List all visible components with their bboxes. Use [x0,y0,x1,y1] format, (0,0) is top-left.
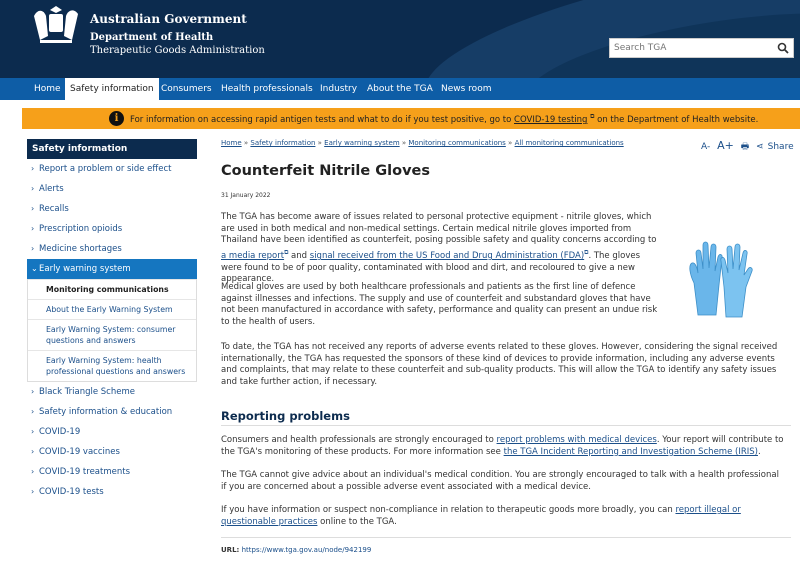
sidebar-item-alerts[interactable]: › Alerts [27,179,197,199]
department-title[interactable]: Department of Health [90,32,214,43]
external-link-icon: ⧉ [584,249,589,257]
external-link-icon: ⧉ [590,113,595,120]
decrease-text-size-button[interactable]: A- [701,142,711,152]
nav-health-professionals[interactable]: Health professionals [221,84,313,94]
chevron-right-icon: › [31,427,35,436]
sidebar-item-recalls[interactable]: › Recalls [27,199,197,219]
chevron-right-icon: › [31,467,35,476]
nav-safety-information[interactable]: Safety information [65,78,159,100]
sidebar-item-covid-19-treatments[interactable]: › COVID-19 treatments [27,462,197,482]
sidebar-item-covid-19-vaccines[interactable]: › COVID-19 vaccines [27,442,197,462]
page-title: Counterfeit Nitrile Gloves [221,163,431,179]
breadcrumb-monitoring-communications[interactable]: Monitoring communications [408,139,506,147]
chevron-right-icon: › [31,407,35,416]
coat-of-arms-icon [30,6,82,46]
sidebar-item-covid-19[interactable]: › COVID-19 [27,422,197,442]
paragraph-5: The TGA cannot give advice about an individual's medical condition. You are strongly encouraged to talk with a health professional if you are concerned about a possible adverse event associated with a medical device. [221,470,779,492]
breadcrumb-safety-information[interactable]: Safety information [250,139,316,147]
nitrile-gloves-image [686,235,756,320]
sidebar-item-covid-19-tests[interactable]: › COVID-19 tests [27,482,197,502]
chevron-right-icon: › [31,387,35,396]
page-tools [701,139,800,155]
share-icon: ⋖ [756,142,764,152]
paragraph-2: Medical gloves are used by both healthcare professionals and patients as the first line of defence against illnesses and infections. The supply and use of counterfeit and substandard gloves that have not been manufactured in accordance with safety, performance and quality can present an undue risk to the health of users. [221,282,658,328]
share-button[interactable]: ⋖ Share [756,142,794,152]
external-link-icon: ⧉ [284,249,289,257]
info-icon: i [109,111,124,126]
main-nav [0,78,800,100]
sidebar [27,139,197,502]
nav-home[interactable]: Home [34,84,61,94]
chevron-right-icon: › [31,204,35,213]
paragraph-1: The TGA has become aware of issues related to personal protective equipment - nitrile gloves, which are used in both medical and non-medical settings. Certain medical nitrile gloves imported from Thailand have been identified as counterfeit, posing possible safety and quality concerns according to a media report⧉ and signal received from the US Food and Drug Administration (FDA)⧉. The gloves were found to be of poor quality, contaminated with blood and dirt, and recoloured to give a new appearance. [221,212,657,285]
paragraph-3: To date, the TGA has not received any reports of adverse events related to these gloves. However, considering the signal received internationally, the TGA has requested the sponsors of these kind of devices to provide information, including any adverse events and complaints, that may relate to these counterfeit and sub-quality products. This will allow the TGA to identify any safety issues and take further action, if necessary. [221,342,778,388]
media-report-link[interactable]: a media report [221,250,285,261]
alert-banner [22,108,800,129]
publish-date: 31 January 2022 [221,192,271,199]
fda-signal-link[interactable]: signal received from the US Food and Drug Administration (FDA) [309,250,585,261]
report-medical-devices-link[interactable]: report problems with medical devices [496,435,657,445]
sidebar-item-safety-education[interactable]: › Safety information & education [27,402,197,422]
page-url-link[interactable]: https://www.tga.gov.au/node/942199 [241,546,372,554]
nav-about-tga[interactable]: About the TGA [367,84,433,94]
chevron-right-icon: › [31,244,35,253]
chevron-right-icon: › [31,487,35,496]
breadcrumb-home[interactable]: Home [221,139,242,147]
sidebar-item-report-problem[interactable]: › Report a problem or side effect [27,159,197,179]
paragraph-4: Consumers and health professionals are strongly encouraged to report problems with medical devices. Your report will contribute to the TGA's monitoring of these products. For more information see the TGA Incident Reporting and Investigation Scheme (IRIS). [221,435,784,457]
sidebar-item-medicine-shortages[interactable]: › Medicine shortages [27,239,197,259]
sidebar-item-black-triangle[interactable]: › Black Triangle Scheme [27,382,197,402]
search-input[interactable] [610,39,770,57]
chevron-right-icon: › [31,447,35,456]
sidebar-sub-list [27,279,197,382]
iris-link[interactable]: the TGA Incident Reporting and Investigation Scheme (IRIS) [503,446,758,457]
divider [221,537,791,538]
sidebar-sub-about-ews[interactable]: About the Early Warning System [28,299,196,319]
nav-consumers[interactable]: Consumers [161,84,212,94]
agency-title[interactable]: Therapeutic Goods Administration [90,45,265,56]
breadcrumb-all-monitoring-communications[interactable]: All monitoring communications [514,139,624,147]
government-title[interactable]: Australian Government [90,12,247,26]
sidebar-item-prescription-opioids[interactable]: › Prescription opioids [27,219,197,239]
chevron-right-icon: › [31,224,35,233]
page-url: URL: https://www.tga.gov.au/node/942199 [221,546,372,554]
breadcrumb: Home » Safety information » Early warning system » Monitoring communications » All monitoring communications [221,139,624,147]
sidebar-sub-monitoring-communications[interactable]: Monitoring communications [28,279,196,299]
nav-news-room[interactable]: News room [441,84,492,94]
reporting-problems-heading: Reporting problems [221,409,350,423]
main-content [221,139,794,554]
divider [221,425,791,426]
search-icon[interactable] [777,42,789,54]
sidebar-sub-health-professional-qa[interactable]: Early Warning System: health professional questions and answers [28,350,196,381]
covid-testing-link[interactable]: COVID-19 testing [514,114,588,125]
chevron-right-icon: › [31,184,35,193]
alert-text: For information on accessing rapid antigen tests and what to do if you test positive, go to COVID-19 testing ⧉ on the Department of Health website. [130,113,759,125]
breadcrumb-early-warning-system[interactable]: Early warning system [324,139,400,147]
site-header [0,0,800,78]
nav-industry[interactable]: Industry [320,84,358,94]
print-icon[interactable]: 🖶 [740,142,750,152]
chevron-down-icon: ⌄ [31,264,38,273]
chevron-right-icon: › [31,164,35,173]
sidebar-sub-consumer-qa[interactable]: Early Warning System: consumer questions and answers [28,319,196,350]
sidebar-item-early-warning-system[interactable]: ⌄ Early warning system [27,259,197,279]
search-box [609,38,794,58]
paragraph-6: If you have information or suspect non-compliance in relation to therapeutic goods more broadly, you can report illegal or questionable practices online to the TGA. [221,505,741,527]
sidebar-heading[interactable]: Safety information [27,139,197,159]
increase-text-size-button[interactable]: A+ [717,139,734,152]
report-illegal-practices-link[interactable]: report illegal or questionable practices [221,505,741,527]
